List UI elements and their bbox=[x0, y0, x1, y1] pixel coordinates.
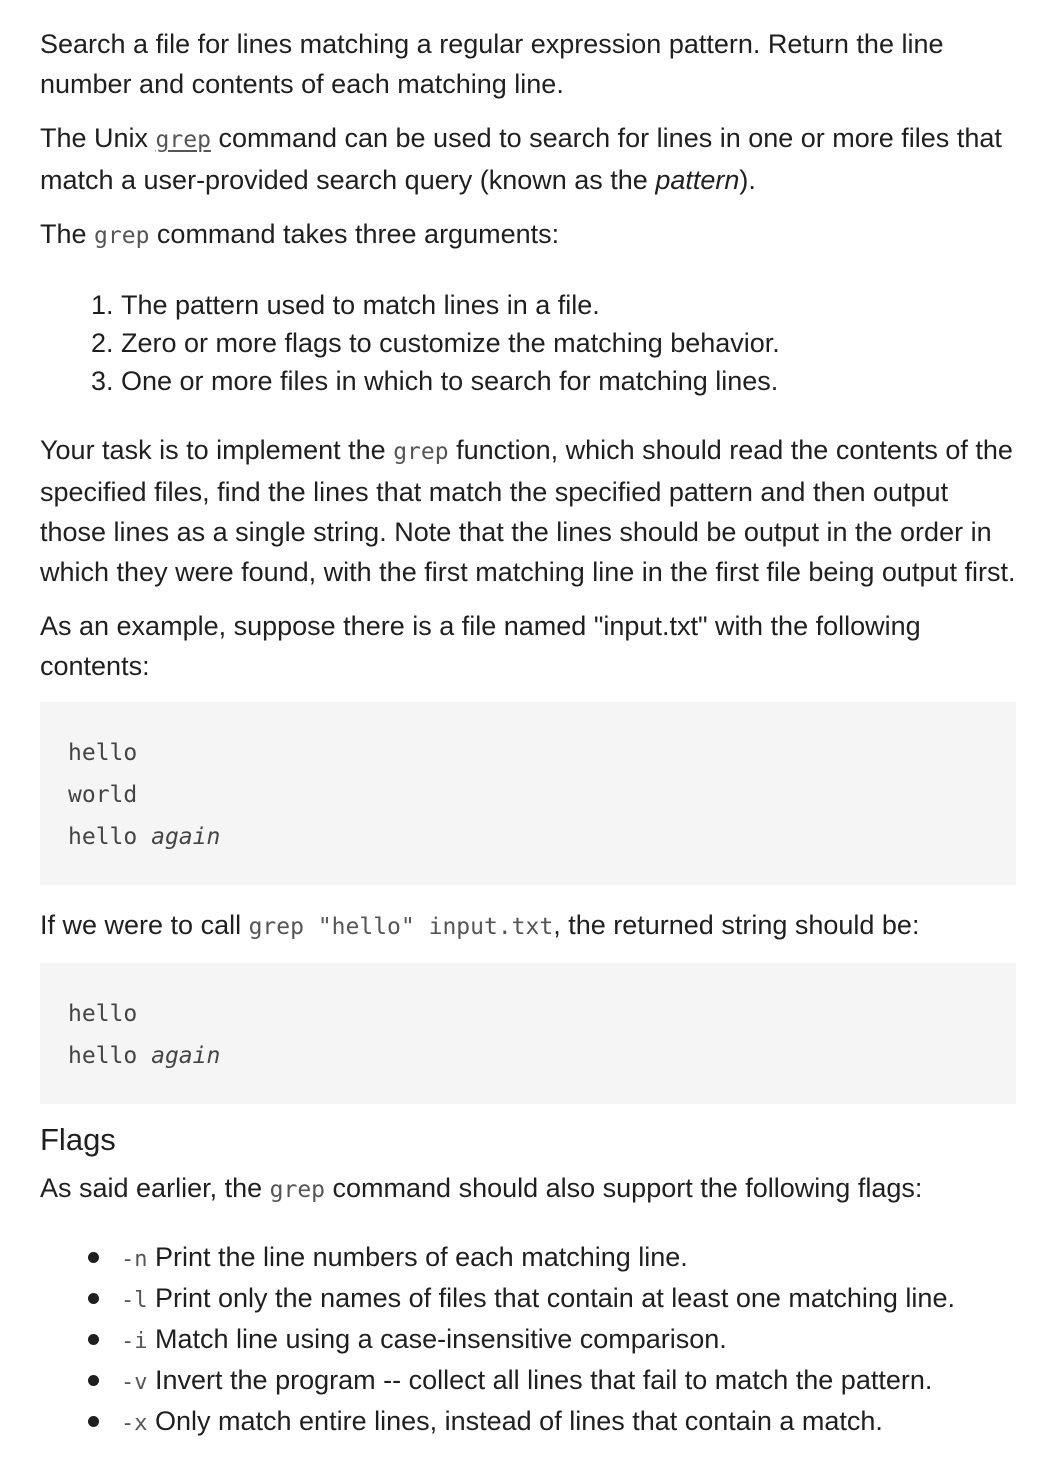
list-item: -i Match line using a case-insensitive comparison. bbox=[121, 1320, 1020, 1361]
call-text-after: , the returned string should be: bbox=[553, 910, 920, 940]
flags-paragraph bbox=[40, 1168, 1020, 1210]
arguments-list bbox=[40, 286, 1020, 400]
list-item: 3. One or more files in which to search for matching lines. bbox=[121, 362, 1020, 400]
unix-grep-paragraph bbox=[40, 118, 1020, 200]
example-paragraph: As an example, suppose there is a file named "input.txt" with the following contents: bbox=[40, 611, 921, 681]
task-text-before: Your task is to implement the bbox=[40, 435, 394, 465]
code-line: world bbox=[68, 782, 138, 808]
list-item: 1. The pattern used to match lines in a file. bbox=[121, 286, 1020, 324]
list-item: -v Invert the program -- collect all lines that fail to match the pattern. bbox=[121, 1361, 1020, 1402]
list-item: -x Only match entire lines, instead of lines that contain a match. bbox=[121, 1402, 1020, 1443]
flag-x-code: -x bbox=[121, 1411, 148, 1436]
code-line: hello again bbox=[68, 1043, 221, 1069]
list-item: -l Print only the names of files that contain at least one matching line. bbox=[121, 1279, 1020, 1320]
task-paragraph bbox=[40, 430, 1020, 592]
grep-inline-code: grep bbox=[94, 223, 150, 249]
flag-l-code: -l bbox=[121, 1288, 148, 1313]
unix-text-before: The Unix bbox=[40, 123, 156, 153]
args-text-before: The bbox=[40, 219, 95, 249]
flag-n-code: -n bbox=[121, 1247, 148, 1272]
example-output-code-block bbox=[40, 963, 1016, 1104]
intro-paragraph: Search a file for lines matching a regular expression pattern. Return the line number and contents of each matching line. bbox=[40, 29, 944, 99]
call-text-before: If we were to call bbox=[40, 910, 249, 940]
pattern-emphasis: pattern bbox=[655, 165, 740, 195]
grep-call-code: grep "hello" input.txt bbox=[248, 914, 554, 940]
grep-inline-code: grep bbox=[269, 1177, 326, 1203]
flags-text-before: As said earlier, the bbox=[40, 1173, 270, 1203]
flag-v-code: -v bbox=[121, 1370, 148, 1395]
flags-list bbox=[40, 1238, 1020, 1443]
document-body bbox=[40, 24, 1020, 1443]
example-file-code-block bbox=[40, 702, 1016, 885]
flags-heading: Flags bbox=[40, 1122, 116, 1157]
grep-link[interactable]: grep bbox=[155, 127, 211, 153]
unix-text-after: ). bbox=[739, 165, 756, 195]
args-text-after: command takes three arguments: bbox=[149, 219, 560, 249]
code-line: hello bbox=[68, 740, 138, 766]
code-line: hello again bbox=[68, 824, 221, 850]
code-line: hello bbox=[68, 1001, 138, 1027]
list-item: 2. Zero or more flags to customize the matching behavior. bbox=[121, 324, 1020, 362]
flags-text-after: command should also support the following flags: bbox=[325, 1173, 923, 1203]
arguments-paragraph bbox=[40, 214, 1020, 256]
call-paragraph bbox=[40, 905, 1020, 947]
task-text-after: function, which should read the contents of the specified files, find the lines that match the specified pattern and then output those lines as a single string. Note that the lines should be output in the order in which they were found, with the first matching line in the first file being output first. bbox=[40, 435, 1016, 587]
list-item: -n Print the line numbers of each matching line. bbox=[121, 1238, 1020, 1279]
grep-inline-code: grep bbox=[393, 439, 449, 465]
flag-i-code: -i bbox=[121, 1329, 148, 1354]
unix-text-middle: command can be used to search for lines in one or more files that match a user-provided search query (known as the bbox=[40, 123, 1002, 195]
